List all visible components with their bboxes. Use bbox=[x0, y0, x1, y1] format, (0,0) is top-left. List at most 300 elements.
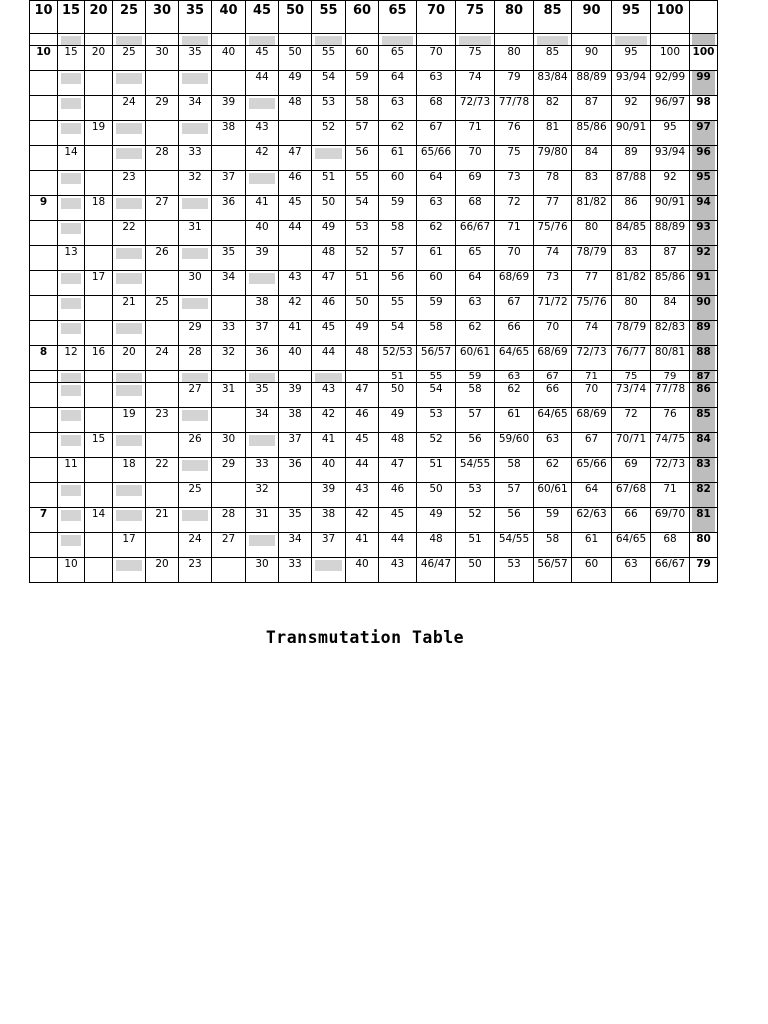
table-cell: 49 bbox=[312, 221, 346, 246]
table-cell: 70 bbox=[495, 246, 534, 271]
table-cell bbox=[246, 533, 279, 558]
row-item-cell: 7 bbox=[30, 508, 58, 533]
table-cell: 77 bbox=[534, 196, 572, 221]
row-grade-cell: 91 bbox=[690, 271, 718, 296]
table-cell bbox=[85, 533, 113, 558]
table-cell: 70 bbox=[456, 146, 495, 171]
table-cell: 68 bbox=[417, 96, 456, 121]
table-cell: 92/99 bbox=[651, 71, 690, 96]
row-grade-cell: 95 bbox=[690, 171, 718, 196]
table-cell: 15 bbox=[58, 46, 85, 71]
table-cell bbox=[85, 321, 113, 346]
table-cell: 62 bbox=[456, 321, 495, 346]
table-cell: 72 bbox=[612, 408, 651, 433]
transmutation-table bbox=[29, 0, 718, 583]
header-cell: 95 bbox=[612, 1, 651, 34]
table-cell: 65/66 bbox=[417, 146, 456, 171]
table-cell: 26 bbox=[179, 433, 212, 458]
table-cell bbox=[113, 483, 146, 508]
table-cell bbox=[113, 121, 146, 146]
table-cell: 20 bbox=[113, 346, 146, 371]
table-cell: 69 bbox=[612, 458, 651, 483]
table-cell bbox=[212, 71, 246, 96]
table-cell bbox=[58, 296, 85, 321]
table-cell: 37 bbox=[279, 433, 312, 458]
row-grade-cell: 84 bbox=[690, 433, 718, 458]
table-cell: 40 bbox=[246, 221, 279, 246]
table-cell bbox=[113, 508, 146, 533]
header-cell: 70 bbox=[417, 1, 456, 34]
table-cell: 41 bbox=[246, 196, 279, 221]
table-cell: 74/75 bbox=[651, 433, 690, 458]
table-cell: 74 bbox=[572, 321, 612, 346]
table-cell: 36 bbox=[212, 196, 246, 221]
spacer-cell bbox=[495, 34, 534, 46]
table-cell: 93/94 bbox=[612, 71, 651, 96]
table-cell: 35 bbox=[246, 383, 279, 408]
table-cell: 28 bbox=[212, 508, 246, 533]
table-cell: 54 bbox=[346, 196, 379, 221]
table-cell: 24 bbox=[179, 533, 212, 558]
table-cell: 59 bbox=[379, 196, 417, 221]
table-cell: 79 bbox=[651, 371, 690, 383]
table-cell: 42 bbox=[246, 146, 279, 171]
table-cell: 50 bbox=[346, 296, 379, 321]
table-row bbox=[30, 408, 718, 433]
table-cell: 46/47 bbox=[417, 558, 456, 583]
table-cell bbox=[85, 246, 113, 271]
table-cell: 48 bbox=[417, 533, 456, 558]
table-cell: 69/70 bbox=[651, 508, 690, 533]
table-cell: 78 bbox=[534, 171, 572, 196]
table-cell: 58 bbox=[379, 221, 417, 246]
table-cell bbox=[146, 483, 179, 508]
row-item-cell bbox=[30, 71, 58, 96]
table-cell: 71 bbox=[572, 371, 612, 383]
table-cell: 32 bbox=[179, 171, 212, 196]
table-cell: 30 bbox=[146, 46, 179, 71]
table-cell: 78/79 bbox=[572, 246, 612, 271]
table-cell: 13 bbox=[58, 246, 85, 271]
table-cell: 29 bbox=[212, 458, 246, 483]
table-cell bbox=[246, 271, 279, 296]
table-cell: 62 bbox=[379, 121, 417, 146]
table-cell bbox=[85, 383, 113, 408]
table-cell bbox=[179, 296, 212, 321]
table-cell: 71 bbox=[495, 221, 534, 246]
table-cell: 81/82 bbox=[612, 271, 651, 296]
table-cell: 21 bbox=[113, 296, 146, 321]
table-cell: 44 bbox=[246, 71, 279, 96]
spacer-cell bbox=[690, 34, 718, 46]
table-row bbox=[30, 321, 718, 346]
table-cell: 87 bbox=[651, 246, 690, 271]
row-item-cell bbox=[30, 533, 58, 558]
table-cell: 16 bbox=[85, 346, 113, 371]
table-cell: 45 bbox=[279, 196, 312, 221]
table-cell: 55 bbox=[379, 296, 417, 321]
table-cell: 68 bbox=[456, 196, 495, 221]
table-cell: 42 bbox=[312, 408, 346, 433]
table-cell: 92 bbox=[651, 171, 690, 196]
table-cell: 38 bbox=[212, 121, 246, 146]
table-cell: 74 bbox=[534, 246, 572, 271]
table-cell: 52 bbox=[312, 121, 346, 146]
spacer-cell bbox=[212, 34, 246, 46]
table-cell: 88/89 bbox=[651, 221, 690, 246]
table-cell: 35 bbox=[212, 246, 246, 271]
table-cell bbox=[179, 121, 212, 146]
table-cell: 66 bbox=[534, 383, 572, 408]
table-cell: 68/69 bbox=[495, 271, 534, 296]
row-item-cell bbox=[30, 296, 58, 321]
table-cell bbox=[246, 371, 279, 383]
table-cell bbox=[85, 146, 113, 171]
row-item-cell bbox=[30, 371, 58, 383]
table-cell: 51 bbox=[346, 271, 379, 296]
table-cell bbox=[85, 296, 113, 321]
table-cell: 23 bbox=[179, 558, 212, 583]
table-cell: 48 bbox=[312, 246, 346, 271]
header-cell: 10 bbox=[30, 1, 58, 34]
table-cell: 18 bbox=[113, 458, 146, 483]
table-cell bbox=[58, 321, 85, 346]
table-cell: 44 bbox=[279, 221, 312, 246]
table-cell: 79/80 bbox=[534, 146, 572, 171]
row-grade-cell: 80 bbox=[690, 533, 718, 558]
header-cell: 40 bbox=[212, 1, 246, 34]
table-cell: 66/67 bbox=[456, 221, 495, 246]
spacer-cell bbox=[85, 34, 113, 46]
table-cell: 87 bbox=[572, 96, 612, 121]
row-item-cell bbox=[30, 321, 58, 346]
table-cell: 22 bbox=[113, 221, 146, 246]
row-grade-cell: 97 bbox=[690, 121, 718, 146]
table-cell: 46 bbox=[346, 408, 379, 433]
table-cell: 49 bbox=[279, 71, 312, 96]
header-cell: 85 bbox=[534, 1, 572, 34]
table-cell: 41 bbox=[312, 433, 346, 458]
table-cell: 84 bbox=[651, 296, 690, 321]
table-cell: 58 bbox=[346, 96, 379, 121]
table-cell: 83 bbox=[612, 246, 651, 271]
table-cell: 73 bbox=[534, 271, 572, 296]
table-cell bbox=[113, 146, 146, 171]
table-cell: 48 bbox=[346, 346, 379, 371]
table-cell: 52 bbox=[417, 433, 456, 458]
table-cell: 30 bbox=[212, 433, 246, 458]
table-cell: 31 bbox=[246, 508, 279, 533]
table-cell bbox=[212, 408, 246, 433]
spacer-cell bbox=[456, 34, 495, 46]
table-cell bbox=[212, 296, 246, 321]
spacer-cell bbox=[246, 34, 279, 46]
table-cell: 44 bbox=[379, 533, 417, 558]
table-cell: 56 bbox=[346, 146, 379, 171]
table-cell: 50 bbox=[456, 558, 495, 583]
table-cell: 54 bbox=[417, 383, 456, 408]
table-cell: 40 bbox=[312, 458, 346, 483]
table-cell: 62 bbox=[534, 458, 572, 483]
table-cell: 30 bbox=[179, 271, 212, 296]
table-cell: 15 bbox=[85, 433, 113, 458]
table-cell: 43 bbox=[346, 483, 379, 508]
header-cell: 25 bbox=[113, 1, 146, 34]
table-cell: 64 bbox=[456, 271, 495, 296]
table-cell bbox=[58, 483, 85, 508]
row-grade-cell: 85 bbox=[690, 408, 718, 433]
table-cell: 60 bbox=[346, 46, 379, 71]
spacer-cell bbox=[113, 34, 146, 46]
table-row bbox=[30, 508, 718, 533]
row-item-cell bbox=[30, 558, 58, 583]
table-cell: 67/68 bbox=[612, 483, 651, 508]
table-cell: 47 bbox=[346, 383, 379, 408]
row-item-cell bbox=[30, 408, 58, 433]
table-cell: 32 bbox=[212, 346, 246, 371]
table-cell: 45 bbox=[312, 321, 346, 346]
table-cell: 22 bbox=[146, 458, 179, 483]
table-cell: 92 bbox=[612, 96, 651, 121]
table-cell bbox=[146, 433, 179, 458]
table-cell bbox=[179, 371, 212, 383]
spacer-cell bbox=[30, 34, 58, 46]
table-cell bbox=[279, 246, 312, 271]
table-cell: 63 bbox=[379, 96, 417, 121]
table-cell: 77/78 bbox=[495, 96, 534, 121]
row-grade-cell: 79 bbox=[690, 558, 718, 583]
table-row bbox=[30, 483, 718, 508]
table-cell bbox=[212, 483, 246, 508]
table-cell: 68 bbox=[651, 533, 690, 558]
table-cell: 40 bbox=[279, 346, 312, 371]
table-row bbox=[30, 371, 718, 383]
table-cell: 58 bbox=[495, 458, 534, 483]
table-cell bbox=[58, 221, 85, 246]
table-cell: 62 bbox=[417, 221, 456, 246]
table-cell: 36 bbox=[246, 346, 279, 371]
table-cell: 29 bbox=[146, 96, 179, 121]
table-cell: 70 bbox=[417, 46, 456, 71]
table-cell: 64/65 bbox=[495, 346, 534, 371]
table-cell: 17 bbox=[85, 271, 113, 296]
table-cell: 75/76 bbox=[572, 296, 612, 321]
table-cell bbox=[58, 383, 85, 408]
table-cell bbox=[58, 121, 85, 146]
header-cell: 45 bbox=[246, 1, 279, 34]
table-cell: 59/60 bbox=[495, 433, 534, 458]
table-cell: 57 bbox=[379, 246, 417, 271]
table-cell: 23 bbox=[146, 408, 179, 433]
table-cell: 64 bbox=[572, 483, 612, 508]
table-cell: 24 bbox=[146, 346, 179, 371]
header-row bbox=[30, 1, 718, 34]
table-cell: 45 bbox=[346, 433, 379, 458]
table-row bbox=[30, 246, 718, 271]
table-cell: 41 bbox=[279, 321, 312, 346]
spacer-cell bbox=[58, 34, 85, 46]
table-cell: 50 bbox=[279, 46, 312, 71]
table-cell bbox=[146, 383, 179, 408]
table-cell: 34 bbox=[279, 533, 312, 558]
spacer-cell bbox=[651, 34, 690, 46]
table-cell: 37 bbox=[312, 533, 346, 558]
table-cell: 51 bbox=[456, 533, 495, 558]
table-cell bbox=[58, 533, 85, 558]
table-cell: 26 bbox=[146, 246, 179, 271]
table-cell bbox=[58, 433, 85, 458]
table-cell: 56 bbox=[379, 271, 417, 296]
table-cell: 56 bbox=[456, 433, 495, 458]
table-cell: 65/66 bbox=[572, 458, 612, 483]
table-cell bbox=[85, 458, 113, 483]
table-cell bbox=[113, 383, 146, 408]
table-cell: 25 bbox=[113, 46, 146, 71]
table-cell: 38 bbox=[312, 508, 346, 533]
table-cell: 60 bbox=[572, 558, 612, 583]
table-cell: 73 bbox=[495, 171, 534, 196]
table-cell: 76 bbox=[495, 121, 534, 146]
table-cell bbox=[85, 221, 113, 246]
header-cell: 100 bbox=[651, 1, 690, 34]
table-cell: 35 bbox=[179, 46, 212, 71]
table-cell: 48 bbox=[379, 433, 417, 458]
spacer-cell bbox=[279, 34, 312, 46]
table-cell: 37 bbox=[212, 171, 246, 196]
table-cell: 27 bbox=[212, 533, 246, 558]
table-cell bbox=[146, 321, 179, 346]
row-grade-cell: 83 bbox=[690, 458, 718, 483]
table-cell: 84/85 bbox=[612, 221, 651, 246]
table-cell bbox=[58, 96, 85, 121]
table-cell: 59 bbox=[346, 71, 379, 96]
table-cell bbox=[312, 146, 346, 171]
spacer-cell bbox=[572, 34, 612, 46]
table-row bbox=[30, 96, 718, 121]
table-cell: 70 bbox=[572, 383, 612, 408]
table-cell: 63 bbox=[417, 196, 456, 221]
table-cell: 83/84 bbox=[534, 71, 572, 96]
table-cell: 31 bbox=[212, 383, 246, 408]
table-cell bbox=[246, 96, 279, 121]
table-cell bbox=[179, 408, 212, 433]
table-cell bbox=[113, 271, 146, 296]
table-cell: 74 bbox=[456, 71, 495, 96]
table-cell: 60/61 bbox=[456, 346, 495, 371]
table-cell: 64 bbox=[417, 171, 456, 196]
table-cell: 87/88 bbox=[612, 171, 651, 196]
table-cell bbox=[85, 408, 113, 433]
table-cell bbox=[85, 558, 113, 583]
table-cell: 63 bbox=[417, 71, 456, 96]
table-cell: 90/91 bbox=[612, 121, 651, 146]
table-cell: 28 bbox=[179, 346, 212, 371]
table-cell bbox=[312, 371, 346, 383]
table-cell: 46 bbox=[279, 171, 312, 196]
table-cell bbox=[85, 371, 113, 383]
table-cell bbox=[246, 433, 279, 458]
table-cell: 50 bbox=[312, 196, 346, 221]
table-cell: 50 bbox=[379, 383, 417, 408]
table-cell: 55 bbox=[312, 46, 346, 71]
table-cell bbox=[179, 246, 212, 271]
table-cell: 20 bbox=[146, 558, 179, 583]
table-cell: 59 bbox=[534, 508, 572, 533]
table-cell: 47 bbox=[379, 458, 417, 483]
table-cell: 90 bbox=[572, 46, 612, 71]
table-cell: 67 bbox=[572, 433, 612, 458]
row-grade-cell: 88 bbox=[690, 346, 718, 371]
table-cell: 61 bbox=[495, 408, 534, 433]
table-cell bbox=[212, 371, 246, 383]
table-cell: 39 bbox=[279, 383, 312, 408]
table-cell: 43 bbox=[279, 271, 312, 296]
table-cell: 49 bbox=[346, 321, 379, 346]
table-cell: 14 bbox=[58, 146, 85, 171]
row-grade-cell: 98 bbox=[690, 96, 718, 121]
table-cell: 38 bbox=[246, 296, 279, 321]
table-cell bbox=[85, 71, 113, 96]
table-cell: 43 bbox=[379, 558, 417, 583]
table-cell: 70 bbox=[534, 321, 572, 346]
row-item-cell bbox=[30, 171, 58, 196]
table-cell: 29 bbox=[179, 321, 212, 346]
table-cell: 72/73 bbox=[651, 458, 690, 483]
table-cell: 59 bbox=[456, 371, 495, 383]
header-cell: 60 bbox=[346, 1, 379, 34]
table-cell: 25 bbox=[179, 483, 212, 508]
header-cell: 55 bbox=[312, 1, 346, 34]
row-grade-cell: 81 bbox=[690, 508, 718, 533]
table-cell bbox=[113, 558, 146, 583]
table-cell: 60 bbox=[379, 171, 417, 196]
table-cell bbox=[58, 171, 85, 196]
table-cell: 77 bbox=[572, 271, 612, 296]
table-row bbox=[30, 171, 718, 196]
table-cell: 81/82 bbox=[572, 196, 612, 221]
table-cell: 33 bbox=[179, 146, 212, 171]
row-item-cell: 9 bbox=[30, 196, 58, 221]
table-cell bbox=[85, 483, 113, 508]
row-item-cell: 8 bbox=[30, 346, 58, 371]
row-item-cell bbox=[30, 433, 58, 458]
table-cell: 65 bbox=[456, 246, 495, 271]
table-cell: 90/91 bbox=[651, 196, 690, 221]
table-cell: 46 bbox=[312, 296, 346, 321]
table-row bbox=[30, 346, 718, 371]
table-row bbox=[30, 296, 718, 321]
table-cell: 71 bbox=[456, 121, 495, 146]
table-cell: 19 bbox=[85, 121, 113, 146]
table-cell: 72/73 bbox=[572, 346, 612, 371]
table-cell: 88/89 bbox=[572, 71, 612, 96]
table-cell: 67 bbox=[534, 371, 572, 383]
table-cell bbox=[212, 558, 246, 583]
table-cell bbox=[113, 433, 146, 458]
table-cell: 51 bbox=[417, 458, 456, 483]
row-item-cell bbox=[30, 271, 58, 296]
table-row bbox=[30, 433, 718, 458]
table-cell: 56 bbox=[495, 508, 534, 533]
table-cell bbox=[346, 371, 379, 383]
row-item-cell bbox=[30, 221, 58, 246]
spacer-cell bbox=[379, 34, 417, 46]
table-cell: 53 bbox=[456, 483, 495, 508]
header-cell: 75 bbox=[456, 1, 495, 34]
table-cell: 41 bbox=[346, 533, 379, 558]
table-cell: 52 bbox=[346, 246, 379, 271]
table-row bbox=[30, 221, 718, 246]
